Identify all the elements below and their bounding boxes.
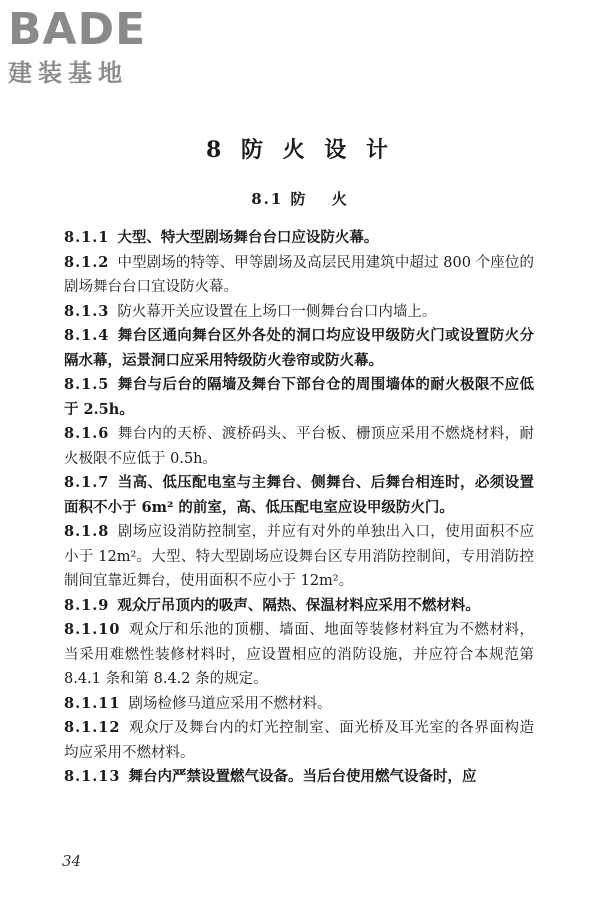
clause-8-1-13: 8.1.13 舞台内严禁设置燃气设备。当后台使用燃气设备时，应 (64, 768, 477, 785)
clause-8-1-4: 8.1.4 舞台区通向舞台区外各处的洞口均应设甲级防火门或设置防火分隔水幕，运景洞口应采用特级防火卷帘或防火幕。 (64, 327, 534, 369)
page-number: 34 (62, 852, 82, 870)
section-title: 8.1 防 火 (251, 190, 349, 208)
clause-list (64, 226, 534, 790)
clause-8-1-1: 8.1.1 大型、特大型剧场舞台台口应设防火幕。 (64, 229, 379, 246)
clause-8-1-9: 8.1.9 观众厅吊顶内的吸声、隔热、保温材料应采用不燃材料。 (64, 596, 480, 614)
clause-8-1-10: 8.1.10 观众厅和乐池的顶棚、墙面、地面等装修材料宜为不燃材料，当采用难燃性装修材料时，应设置相应的消防设施，并应符合本规范第 8.4.1 条和第 8.4.2 条的规定。 (64, 621, 534, 687)
bade-logo (8, 6, 146, 88)
clause-8-1-6: 8.1.6 舞台内的天桥、渡桥码头、平台板、栅顶应采用不燃烧材料，耐火极限不应低于 0.5h。 (64, 425, 534, 467)
clause-8-1-2: 8.1.2 中型剧场的特等、甲等剧场及高层民用建筑中超过 800 个座位的剧场舞台台口宜设防火幕。 (64, 253, 534, 295)
clause-8-1-12: 8.1.12 观众厅及舞台内的灯光控制室、面光桥及耳光室的各界面构造均应采用不燃材料。 (64, 719, 534, 761)
logo-subtitle: 建装基地 (8, 59, 128, 87)
chapter-title: 8 防 火 设 计 (206, 137, 394, 163)
clause-8-1-3: 8.1.3 防火幕开关应设置在上场口一侧舞台台口内墙上。 (64, 302, 437, 320)
clause-8-1-11: 8.1.11 剧场检修马道应采用不燃材料。 (64, 694, 332, 712)
clause-8-1-5: 8.1.5 舞台与后台的隔墙及舞台下部台仓的周围墙体的耐火极限不应低于 2.5h。 (64, 376, 534, 418)
logo-word: BADE (8, 4, 147, 55)
clause-8-1-7: 8.1.7 当高、低压配电室与主舞台、侧舞台、后舞台相连时，必须设置面积不小于 6m² 的前室，高、低压配电室应设甲级防火门。 (64, 474, 534, 516)
clause-8-1-8: 8.1.8 剧场应设消防控制室，并应有对外的单独出入口，使用面积不应小于 12m²。大型、特大型剧场应设舞台区专用消防控制间，专用消防控制间宜靠近舞台，使用面积不应小于 12m²。 (64, 523, 534, 589)
